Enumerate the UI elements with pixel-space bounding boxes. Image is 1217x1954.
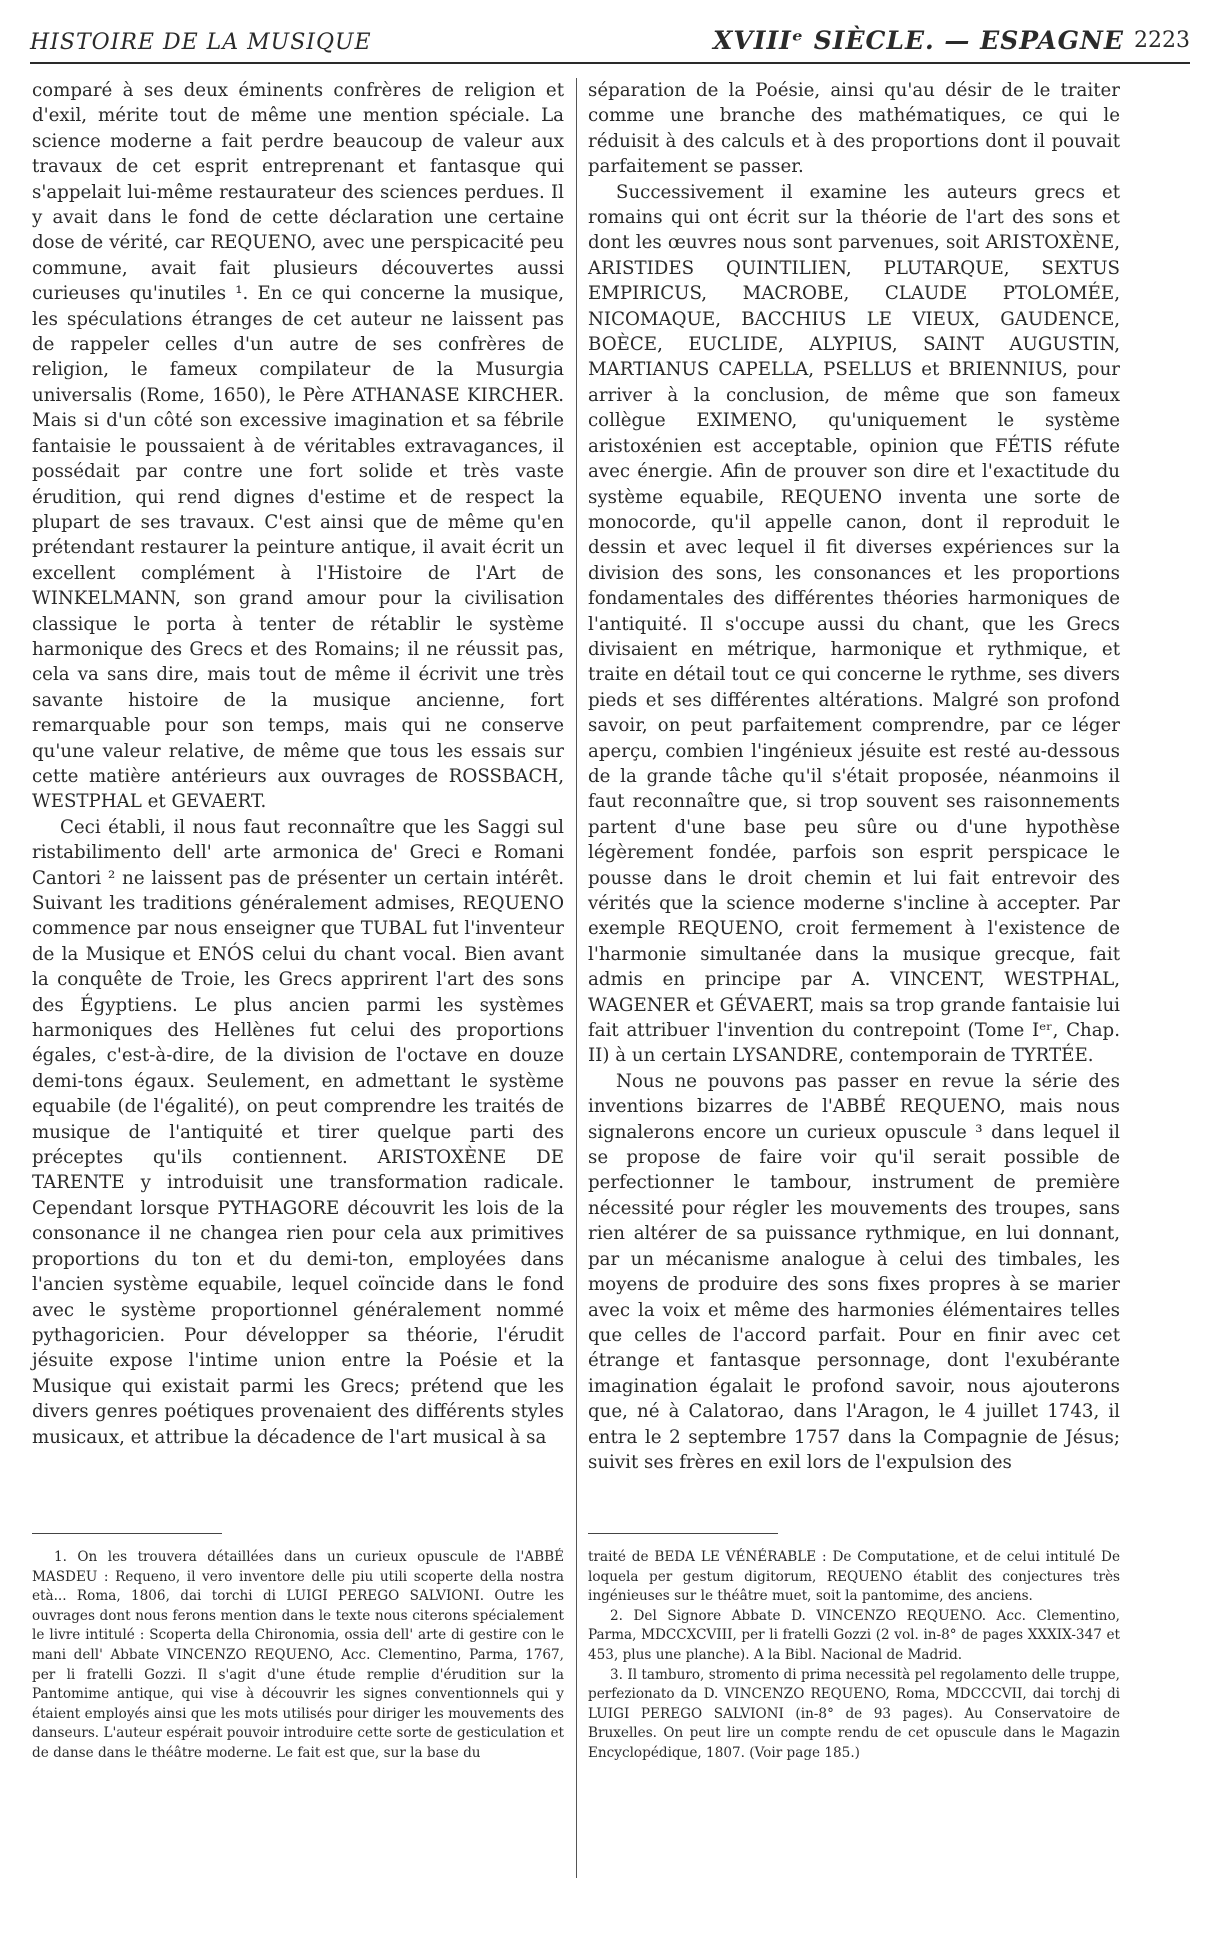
paragraph: comparé à ses deux éminents confrères de religion et d'exil, mérite tout de même une mention spéciale. La science moderne a fait perdre beaucoup de valeur aux travaux de cet esprit entreprenant et fantasque qui s'appelait lui-même restaurateur des sciences perdues. Il y avait dans le fond de cette déclaration une certaine dose de vérité, car REQUENO, avec une perspicacité peu commune, avait fait plusieurs découvertes aussi curieuses qu'inutiles ¹. En ce qui concerne la musique, les spéculations étranges de cet auteur ne laissent pas de rappeler celles d'un autre de ses confrères de religion, le fameux compilateur de la Musurgia universalis (Rome, 1650), le Père ATHANASE KIRCHER. Mais si d'un côté son excessive imagination et sa fébrile fantaisie le poussaient à de véritables extravagances, il possédait par contre une fort solide et très vaste érudition, qui rend dignes d'estime et de respect la plupart de ses travaux. C'est ainsi que de même qu'en prétendant restaurer la peinture antique, il avait écrit un excellent complément à l'Histoire de l'Art de WINKELMANN, son grand amour pour la civilisation classique le porta à tenter de rétablir le système harmonique des Grecs et des Romains; il ne réussit pas, cela va sans dire, mais tout de même il écrivit une très savante histoire de la musique ancienne, fort remarquable pour son temps, mais qui ne conserve qu'une valeur relative, de même que tous les essais sur cette matière antérieurs aux ouvrages de ROSSBACH, WESTPHAL et GEVAERT.	[32, 80, 564, 813]
footnote-separator	[32, 1533, 222, 1534]
footnote-1: 1. On les trouvera détaillées dans un curieux opuscule de l'ABBÉ MASDEU : Requeno, il vero inventore delle piu utili scoperte della nostra età... Roma, 1806, dai torchi di LUIGI PEREGO SALVIONI. Outre les ouvrages dont nous ferons mention dans le texte nous citerons spécialement le livre intitulé : Scoperta della Chironomia, ossia dell' arte di gestire con le mani dell' Abbate VINCENZO REQUENO, Acc. Clementino, Parma, 1767, per li fratelli Gozzi. Il s'agit d'une étude remplie d'érudition sur la Pantomime antique, qui vise à découvrir les signes conventionnels qui y étaient employés ainsi que les mots utilisés pour diriger les mouvements des danseurs. L'auteur espérait pouvoir introduire cette sorte de gesticulation et de danse dans le théâtre moderne. Le fait est que, sur la base du	[32, 1549, 564, 1761]
page-number: 2223	[1134, 28, 1190, 53]
header-section: XVIIIᵉ SIÈCLE. — ESPAGNE	[713, 26, 1124, 55]
paragraph: séparation de la Poésie, ainsi qu'au désir de le traiter comme une branche des mathématiques, ce qui le réduisit à des calculs et à des proportions dont il pouvait parfaitement se passer.	[588, 80, 1120, 178]
body-column-left	[32, 78, 564, 1450]
column-divider	[576, 78, 577, 1878]
footnote-2: 2. Del Signore Abbate D. VINCENZO REQUENO. Acc. Clementino, Parma, MDCCXCVIII, per li fratelli Gozzi (2 vol. in-8° de pages XXXIX-347 et 453, plus une planche). A la Bibl. Nacional de Madrid.	[588, 1607, 1120, 1663]
body-column-right	[588, 78, 1120, 1475]
footnote-3: 3. Il tamburo, stromento di prima necessità pel regolamento delle truppe, perfezionato da D. VINCENZO REQUENO, Roma, MDCCCVII, dai torchj di LUIGI PEREGO SALVIONI (in-8° de 93 pages). Au Conservatoire de Bruxelles. On peut lire un compte rendu de cet opuscule dans le Magazin Encyclopédique, 1807. (Voir page 185.)	[588, 1666, 1120, 1761]
header-title: HISTOIRE DE LA MUSIQUE	[30, 30, 372, 55]
paragraph: Ceci établi, il nous faut reconnaître que les Saggi sul ristabilimento dell' arte armonica de' Greci e Romani Cantori ² ne laissent pas de présenter un certain intérêt. Suivant les traditions généralement admises, REQUENO commence par nous enseigner que TUBAL fut l'inventeur de la Musique et ENÓS celui du chant vocal. Bien avant la conquête de Troie, les Grecs apprirent l'art des sons des Égyptiens. Le plus ancien parmi les systèmes harmoniques des Hellènes fut celui des proportions égales, c'est-à-dire, de la division de l'octave en douze demi-tons égaux. Seulement, en admettant le système equabile (de l'égalité), on peut comprendre les traités de musique de l'antiquité et tirer quelque parti des préceptes qu'ils contiennent. ARISTOXÈNE DE TARENTE y introduisit une transformation radicale. Cependant lorsque PYTHAGORE découvrit les lois de la consonance il ne changea rien pour cela aux primitives proportions du ton et du demi-ton, employées dans l'ancien système equabile, lequel coïncide dans le fond avec le système proportionnel généralement nommé pythagoricien. Pour développer sa théorie, l'érudit jésuite expose l'intime union entre la Poésie et la Musique qui existait parmi les Grecs; prétend que les divers genres poétiques provenaient des différents styles musicaux, et attribue la décadence de l'art musical à sa	[32, 816, 564, 1448]
footnote-separator	[588, 1533, 778, 1534]
footnote-1-continued: traité de BEDA LE VÉNÉRABLE : De Computatione, et de celui intitulé De loquela per gestum digitorum, REQUENO établit des conjectures très ingénieuses sur le théâtre muet, soit la pantomime, des anciens.	[588, 1549, 1120, 1605]
footnotes-right	[588, 1548, 1120, 1764]
running-header	[30, 26, 1190, 64]
footnotes-left	[32, 1548, 564, 1764]
paragraph: Nous ne pouvons pas passer en revue la série des inventions bizarres de l'ABBÉ REQUENO, mais nous signalerons encore un curieux opuscule ³ dans lequel il se propose de faire voir qu'il serait possible de perfectionner le tambour, instrument de première nécessité pour régler les mouvements des troupes, sans rien altérer de sa puissance rythmique, en lui donnant, par un mécanisme analogue à celui des timbales, les moyens de produire des sons fixes propres à se marier avec la voix et même des harmonies élémentaires telles que celles de l'accord parfait. Pour en finir avec cet étrange et fantasque personnage, dont l'exubérante imagination égalait le profond savoir, nous ajouterons que, né à Calatorao, dans l'Aragon, le 4 juillet 1743, il entra le 2 septembre 1757 dans la Compagnie de Jésus; suivit ses frères en exil lors de l'expulsion des	[588, 1070, 1120, 1473]
paragraph: Successivement il examine les auteurs grecs et romains qui ont écrit sur la théorie de l'art des sons et dont les œuvres nous sont parvenues, soit ARISTOXÈNE, ARISTIDES QUINTILIEN, PLUTARQUE, SEXTUS EMPIRICUS, MACROBE, CLAUDE PTOLOMÉE, NICOMAQUE, BACCHIUS LE VIEUX, GAUDENCE, BOÈCE, EUCLIDE, ALYPIUS, SAINT AUGUSTIN, MARTIANUS CAPELLA, PSELLUS et BRIENNIUS, pour arriver à la conclusion, de même que son fameux collègue EXIMENO, qu'uniquement le système aristoxénien est acceptable, opinion que FÉTIS réfute avec énergie. Afin de prouver son dire et l'exactitude du système equabile, REQUENO inventa une sorte de monocorde, qu'il appelle canon, dont il reproduit le dessin et avec lequel il fit diverses expériences sur la division des sons, les consonances et les proportions fondamentales des différentes théories harmoniques de l'antiquité. Il s'occupe aussi du chant, que les Grecs divisaient en métrique, harmonique et rythmique, et traite en détail tout ce qui concerne le rythme, ses divers pieds et ses différentes altérations. Malgré son profond savoir, on peut parfaitement comprendre, par ce léger aperçu, combien l'ingénieux jésuite est resté au-dessous de la grande tâche qu'il s'était proposée, néanmoins il faut reconnaître que, si trop souvent ses raisonnements partent d'une base peu sûre ou d'une hypothèse légèrement fondée, parfois son esprit perspicace le pousse dans le droit chemin et lui fait entrevoir des vérités que la science moderne s'incline à accepter. Par exemple REQUENO, croit fermement à l'existence de l'harmonie simultanée dans la musique grecque, fait admis en principe par A. VINCENT, WESTPHAL, WAGENER et GÉVAERT, mais sa trop grande fantaisie lui fait attribuer l'invention du contrepoint (Tome Iᵉʳ, Chap. II) à un certain LYSANDRE, contemporain de TYRTÉE.	[588, 181, 1120, 1067]
